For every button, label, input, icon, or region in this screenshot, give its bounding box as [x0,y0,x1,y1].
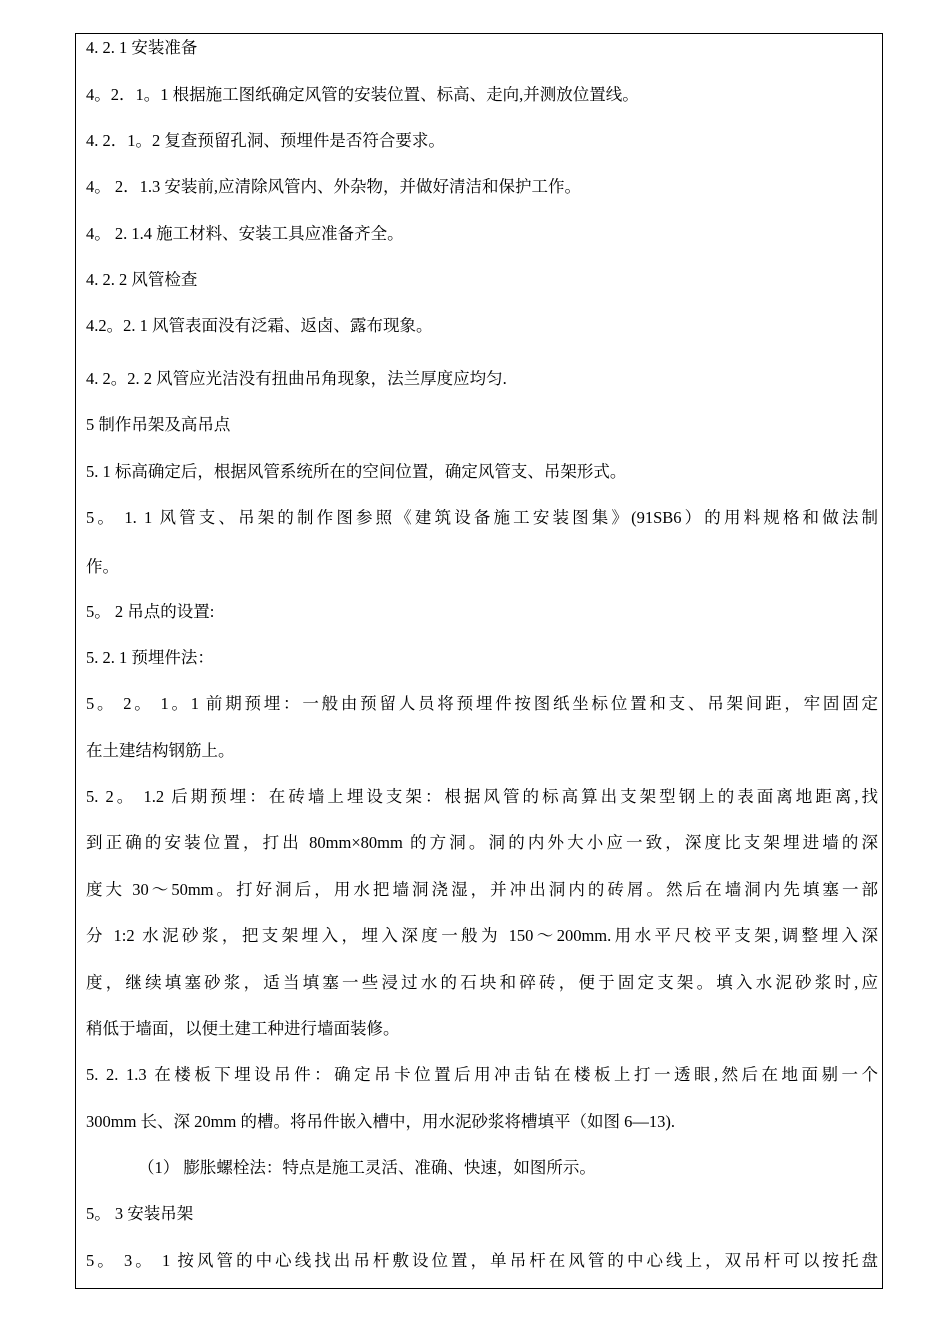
paragraph-line: 稍低于墙面，以便土建工种进行墙面装修。 [86,1019,400,1038]
paragraph-line: 度，继续填塞砂浆，适当填塞一些浸过水的石块和碎砖，便于固定支架。填入水泥砂浆时,应 [86,973,878,992]
heading-4-2-1: 4. 2. 1 安装准备 [86,38,198,57]
heading-5: 5 制作吊架及高吊点 [86,415,231,434]
paragraph-line: （1） 膨胀螺栓法：特点是施工灵活、准确、快速，如图所示。 [138,1158,596,1177]
heading-5-3: 5。 3 安装吊架 [86,1204,194,1223]
paragraph-line: 5。 3。 1 按风管的中心线找出吊杆敷设位置，单吊杆在风管的中心线上，双吊杆可以按托盘 [86,1251,878,1270]
paragraph-line: 300mm 长、深 20mm 的槽。将吊件嵌入槽中，用水泥砂浆将槽填平（如图 6—13). [86,1112,675,1131]
paragraph-line: 4. 2．1。2 复查预留孔洞、预埋件是否符合要求。 [86,131,445,150]
heading-5-2: 5。 2 吊点的设置: [86,602,215,621]
paragraph-line: 5. 1 标高确定后，根据风管系统所在的空间位置，确定风管支、吊架形式。 [86,462,627,481]
paragraph-line: 4。2．1。1 根据施工图纸确定风管的安装位置、标高、走向,并测放位置线。 [86,85,639,104]
paragraph-line: 4. 2。2. 2 风管应光洁没有扭曲吊角现象，法兰厚度应均匀. [86,369,507,388]
paragraph-line: 作。 [86,557,119,576]
paragraph-line: 5。 2。 1。1 前期预埋：一般由预留人员将预埋件按图纸坐标位置和支、吊架间距，牢固固定 [86,694,878,713]
paragraph-line: 在土建结构钢筋上。 [86,741,235,760]
paragraph-line: 5。 1. 1 风管支、吊架的制作图参照《建筑设备施工安装图集》(91SB6）的用料规格和做法制 [86,508,878,527]
paragraph-line: 分 1:2 水泥砂浆，把支架埋入，埋入深度一般为 150～200mm.用水平尺校平支架,调整埋入深 [86,926,878,945]
heading-4-2-2: 4. 2. 2 风管检查 [86,270,198,289]
paragraph-line: 到正确的安装位置，打出 80mm×80mm 的方洞。洞的内外大小应一致，深度比支架埋进墙的深 [86,833,878,852]
paragraph-line: 4。 2．1.3 安装前,应清除风管内、外杂物，并做好清洁和保护工作。 [86,177,581,196]
document-frame [75,33,883,1289]
paragraph-line: 4。 2. 1.4 施工材料、安装工具应准备齐全。 [86,224,404,243]
paragraph-line: 5. 2. 1.3 在楼板下埋设吊件：确定吊卡位置后用冲击钻在楼板上打一透眼,然后在地面剔一个 [86,1065,878,1084]
paragraph-line: 度大 30～50mm。打好洞后，用水把墙洞浇湿，并冲出洞内的砖屑。然后在墙洞内先填塞一部 [86,880,878,899]
paragraph-line: 5. 2。 1.2 后期预埋：在砖墙上埋设支架：根据风管的标高算出支架型钢上的表面离地距离,找 [86,787,878,806]
paragraph-line: 4.2。2. 1 风管表面没有泛霜、返卤、露布现象。 [86,316,433,335]
heading-5-2-1: 5. 2. 1 预埋件法： [86,648,214,667]
